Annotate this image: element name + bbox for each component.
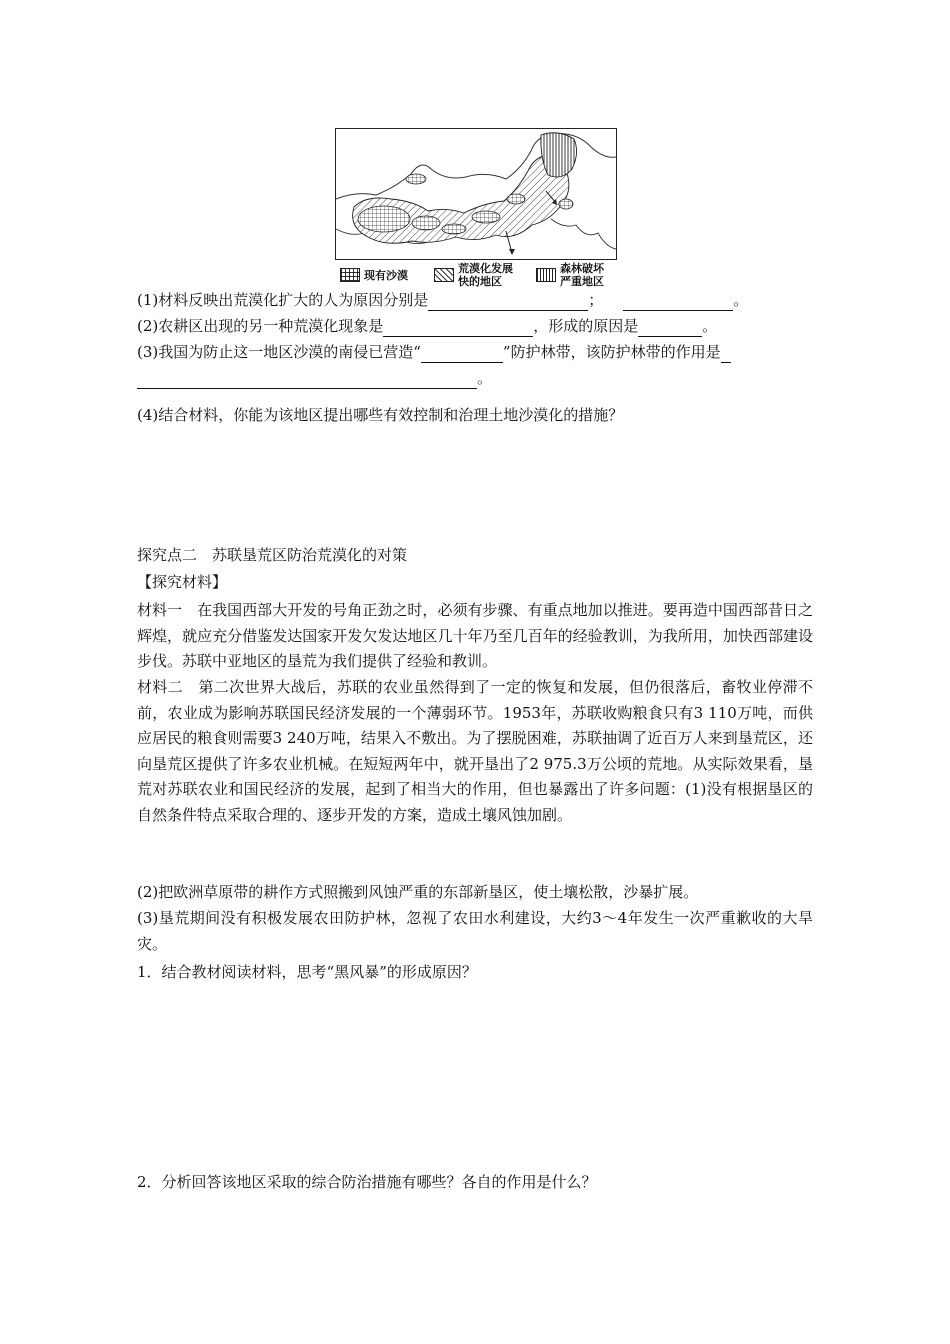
question-2	[137, 316, 717, 337]
question-1	[137, 290, 748, 311]
legend-fast-desertification	[434, 262, 513, 288]
question-4-text: (4)结合材料，你能为该地区提出哪些有效控制和治理土地沙漠化的措施？	[137, 406, 624, 424]
section-2-label-text: 【探究材料】	[137, 573, 228, 591]
answer-blank-1b[interactable]	[623, 290, 733, 311]
material-2-point-3: (3)垦荒期间没有积极发展农田防护林，忽视了农田水利建设，大约3～4年发生一次严重歉收的大旱灾。	[137, 909, 813, 953]
answer-blank-1a[interactable]	[428, 290, 588, 311]
answer-blank-3b-start[interactable]	[721, 342, 731, 363]
section-2-title-text: 探究点二 苏联垦荒区防治荒漠化的对策	[137, 546, 408, 564]
map-legend	[340, 262, 640, 290]
question-3-text-b: ”防护林带，该防护林带的作用是	[502, 343, 721, 361]
question-section2-2-text: 2．分析回答该地区采取的综合防治措施有哪些？各自的作用是什么？	[137, 1173, 597, 1191]
material-2: 材料二 第二次世界大战后，苏联的农业虽然得到了一定的恢复和发展，但仍很落后，畜牧业停滞不前，农业成为影响苏联国民经济发展的一个薄弱环节。1953年，苏联收购粮食只有3 110万吨，而供应居民的粮食则需要3 240万吨，结果入不敷出。为了摆脱困难，苏联抽调了近百万人来到垦荒区，还向垦荒区提供了许多农业机械。在短短两年中，就开垦出了2 975.3万公顷的荒地。从实际效果看，垦荒对苏联农业和国民经济的发展，起到了相当大的作用，但也暴露出了许多问题：(1)没有根据垦区的自然条件特点采取合理的、逐步开发的方案，造成土壤风蚀加剧。	[137, 678, 813, 824]
legend-label-fast: 荒漠化发展 快的地区	[458, 262, 513, 288]
desertification-map	[335, 128, 617, 260]
question-section2-2	[137, 1172, 597, 1192]
question-1-end: 。	[733, 291, 749, 309]
question-1-separator: ；	[588, 291, 604, 309]
answer-blank-2b[interactable]	[638, 316, 702, 337]
legend-label-desert: 现有沙漠	[364, 268, 408, 282]
legend-forest-damage	[536, 262, 604, 288]
question-section2-1-text: 1．结合教材阅读材料，思考“黑风暴”的形成原因？	[137, 963, 477, 981]
question-3-continued	[137, 368, 492, 389]
answer-blank-2a[interactable]	[383, 316, 533, 337]
question-3	[137, 342, 731, 363]
legend-swatch-diagonal	[434, 268, 454, 282]
legend-desert	[340, 268, 408, 282]
answer-blank-3a[interactable]	[421, 342, 503, 363]
question-section2-1	[137, 962, 477, 982]
legend-swatch-vertical	[536, 268, 556, 282]
answer-blank-3b[interactable]	[137, 368, 477, 389]
question-3-end: 。	[477, 369, 493, 387]
question-2-text-b: ，形成的原因是	[533, 317, 639, 335]
question-4	[137, 405, 623, 425]
question-2-end: 。	[702, 317, 718, 335]
material-1: 材料一 在我国西部大开发的号角正劲之时，必须有步骤、有重点地加以推进。要再造中国西部昔日之辉煌，就应充分借鉴发达国家开发欠发达地区几十年乃至几百年的经验教训，为我所用，加快西部建设步伐。苏联中亚地区的垦荒为我们提供了经验和教训。	[137, 601, 813, 670]
question-1-text: (1)材料反映出荒漠化扩大的人为原因分别是	[137, 291, 429, 309]
question-2-text: (2)农耕区出现的另一种荒漠化现象是	[137, 317, 384, 335]
legend-swatch-grid	[340, 268, 360, 282]
section-2-label	[137, 572, 227, 592]
question-3-text: (3)我国为防止这一地区沙漠的南侵已营造“	[137, 343, 421, 361]
map-illustration	[336, 129, 616, 259]
legend-label-forest: 森林破坏 严重地区	[560, 262, 604, 288]
section-2-title	[137, 545, 407, 565]
material-2-point-2: (2)把欧洲草原带的耕作方式照搬到风蚀严重的东部新垦区，使土壤松散，沙暴扩展。	[137, 883, 699, 901]
